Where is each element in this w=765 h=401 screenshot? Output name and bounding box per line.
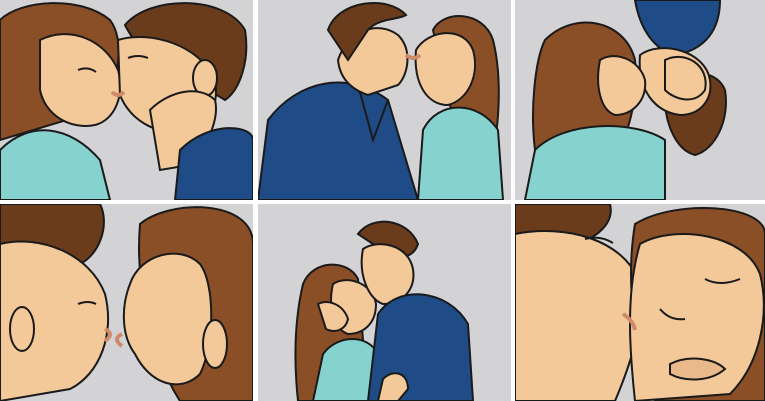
panel-upside-down-kiss: [515, 0, 765, 200]
panel-open-mouth-kiss: [258, 0, 511, 200]
panel-pucker-up: [0, 204, 253, 401]
embrace-kiss-illustration: [258, 204, 511, 401]
open-mouth-kiss-illustration: [258, 0, 511, 200]
panel-embrace-kiss: [258, 204, 511, 401]
panel-close-up-kiss: [515, 204, 765, 401]
panel-cheek-kiss: [0, 0, 253, 200]
close-up-kiss-illustration: [515, 204, 765, 401]
cheek-kiss-illustration: [0, 0, 253, 200]
pucker-up-illustration: [0, 204, 253, 401]
upside-down-kiss-illustration: [515, 0, 765, 200]
